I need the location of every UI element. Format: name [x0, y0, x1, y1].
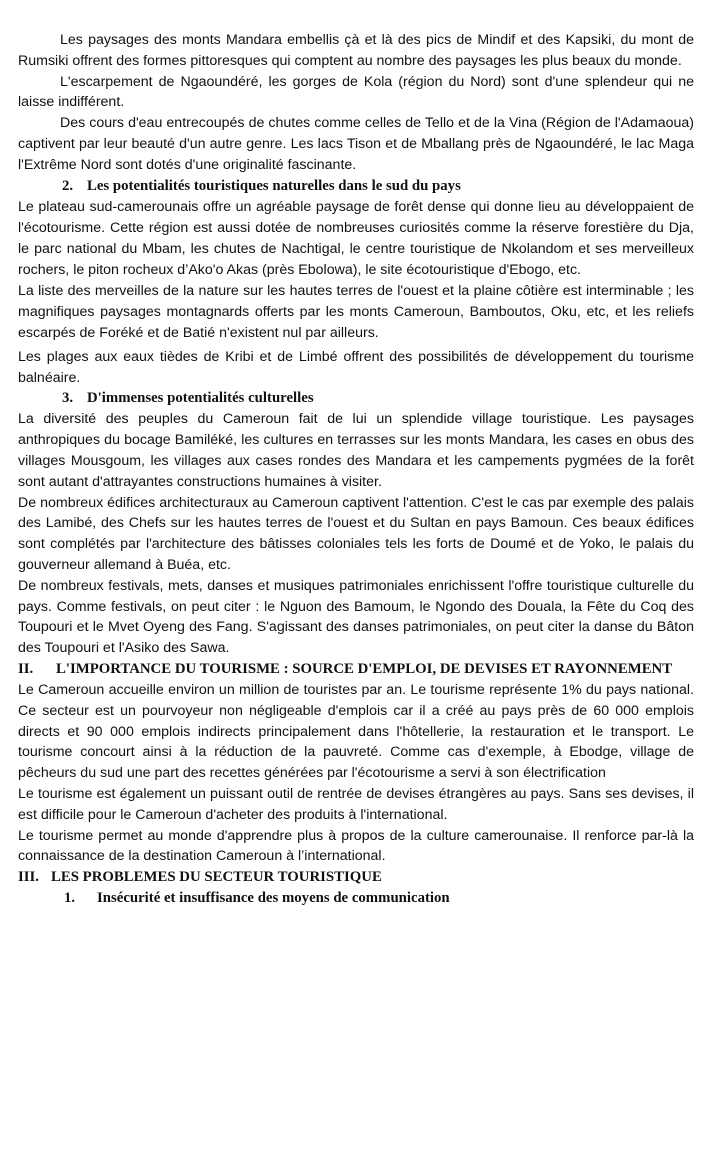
paragraph-peoples-diversity: La diversité des peuples du Cameroun fait de lui un splendide village touristique. Les paysages anthropiques du bocage Bamiléké, les cultures en terrasses sur les monts Mandara, les cases en obus des villages Mousgoum, les villages aux cases rondes des Mandara et les campements pygmées de la forêt sont autant d'attrayantes constructions humaines à visiter.	[18, 411, 694, 490]
paragraph-culture-awareness: Le tourisme permet au monde d'apprendre plus à propos de la culture camerounaise. Il renforce par-là la connaissance de la destination Cameroun à l’international.	[18, 827, 694, 865]
paragraph-festivals: De nombreux festivals, mets, danses et musiques patrimoniales enrichissent l'offre touristique culturelle du pays. Comme festivals, on peut citer : le Nguon des Bamoum, le Ngondo des Douala, la Fête du Coq des Toupouri et le Mvet Oyeng des Fang. S'agissant des danses patrimoniales, on peut citer la danse du Bâton des Toupouri et l'Asiko des Sawa.	[18, 577, 694, 657]
paragraph-west-highlands: La liste des merveilles de la nature sur les hautes terres de l'ouest et la plaine côtière est interminable ; les magnifiques paysages montagnards offerts par les monts Cameroun, Bamboutos, Oku, etc, et les reliefs escarpés de Foréké et de Batié n'existent nul par ailleurs.	[18, 283, 694, 341]
paragraph-south-plateau: Le plateau sud-camerounais offre un agréable paysage de forêt dense qui donne lieu au développaient de l'écotourisme. Cette région est aussi dotée de nombreuses curiosités comme la réserve forestière du Dja, le parc national du Mbam, les chutes de Nachtigal, le centre touristique de Nkolandom et ses merveilleux rochers, le piton rocheux d’Ako'o Akas (près Ebolowa), le site écotouristique d'Ebogo, etc.	[18, 198, 694, 279]
sub-heading-insecurity	[18, 888, 694, 909]
section-title: Les potentialités touristiques naturelles dans le sud du pays	[87, 177, 461, 194]
part-title: L'IMPORTANCE DU TOURISME : SOURCE D'EMPLOI, DE DEVISES ET RAYONNEMENT	[56, 660, 673, 677]
part-number: II.	[18, 660, 34, 677]
section-heading-cultural	[18, 388, 694, 409]
paragraph-tourist-numbers: Le Cameroun accueille environ un million de touristes par an. Le tourisme représente 1% du pays national. Ce secteur est un pourvoyeur non négligeable d'emplois car il a créé au pays près de 60 000 emplois directs et 90 000 emplois indirects principalement dans l'hôtellerie, la restauration et le transport. Le tourisme concourt ainsi à la réduction de la pauvreté. Comme cas d'exemple, à Ebodge, village de pêcheurs du sud une part des recettes générées par l'écotourisme a servi à son électrification	[18, 681, 694, 782]
document-page	[18, 30, 694, 909]
section-title: D'immenses potentialités culturelles	[87, 390, 314, 407]
paragraph-ngaoundere-escarpment: L'escarpement de Ngaoundéré, les gorges de Kola (région du Nord) sont d'une splendeur qui ne laisse indifférent.	[18, 73, 694, 111]
sub-section-number: 1.	[64, 890, 76, 907]
part-heading-importance	[18, 659, 694, 680]
section-number: 3.	[62, 390, 74, 407]
paragraph-architecture: De nombreux édifices architecturaux au Cameroun captivent l'attention. C'est le cas par exemple des palais des Lamibé, des Chefs sur les hautes terres de l'ouest et du Sultan en pays Bamoun. Ces beaux édifices sont complétés par l'architecture des bâtisses coloniales tels les forts de Doumé et de Yoko, le palais du gouverneur allemand à Buéa, etc.	[18, 494, 694, 573]
sub-section-title: Insécurité et insuffisance des moyens de communication	[97, 890, 450, 907]
section-heading-south-natural	[18, 176, 694, 197]
part-title: LES PROBLEMES DU SECTEUR TOURISTIQUE	[51, 869, 382, 886]
paragraph-waterfalls-lakes: Des cours d'eau entrecoupés de chutes comme celles de Tello et de la Vina (Région de l'Adamaoua) captivent par leur beauté d'un autre genre. Les lacs Tison et de Mballang près de Ngaoundéré, le lac Maga l'Extrême Nord sont dotés d'une originalité fascinante.	[18, 115, 694, 173]
section-number: 2.	[62, 177, 74, 194]
part-number: III.	[18, 869, 39, 886]
paragraph-mandara-landscapes: Les paysages des monts Mandara embellis çà et là des pics de Mindif et des Kapsiki, du mont de Rumsiki offrent des formes pittoresques qui comptent au nombre des paysages les plus beaux du monde.	[18, 32, 694, 69]
paragraph-beaches: Les plages aux eaux tièdes de Kribi et de Limbé offrent des possibilités de développement du tourisme balnéaire.	[18, 348, 694, 386]
paragraph-foreign-currency: Le tourisme est également un puissant outil de rentrée de devises étrangères au pays. Sans ses devises, il est difficile pour le Cameroun d'acheter des produits à l'international.	[18, 785, 694, 823]
part-heading-problems	[18, 867, 694, 888]
